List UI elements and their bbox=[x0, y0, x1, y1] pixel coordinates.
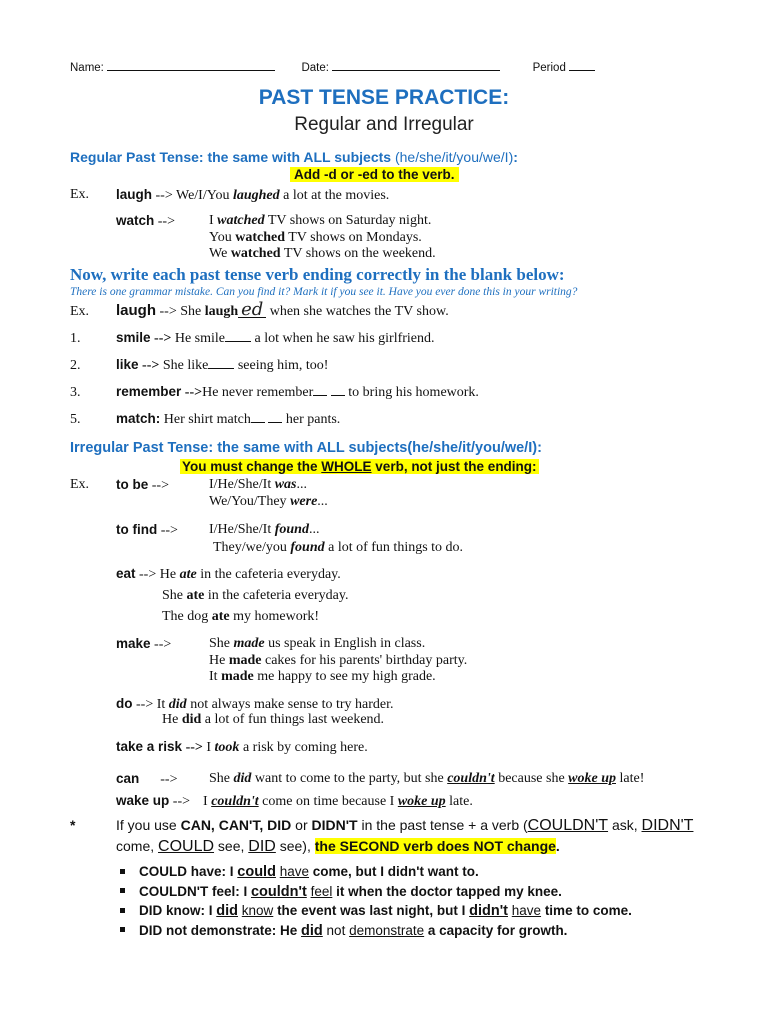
page-subtitle: Regular and Irregular bbox=[294, 114, 474, 135]
tobe-line-1 bbox=[209, 477, 307, 493]
date-label: Date: bbox=[301, 62, 329, 74]
do-1-verb: did bbox=[168, 697, 187, 712]
item-1-stem: He smile bbox=[174, 331, 225, 346]
item-3-rest: to bring his homework. bbox=[348, 385, 479, 400]
practice-example bbox=[116, 299, 449, 320]
laugh-word: laugh bbox=[116, 187, 152, 202]
regular-laugh-line bbox=[116, 187, 389, 204]
header-line bbox=[70, 62, 595, 74]
example-bullet-list bbox=[120, 862, 632, 940]
tobe-arrow: --> bbox=[151, 478, 169, 493]
name-field[interactable] bbox=[107, 70, 275, 71]
watch-2-subject: You bbox=[209, 230, 232, 245]
item-1-rest: a lot when he saw his girlfriend. bbox=[254, 331, 435, 346]
find-arrow: --> bbox=[160, 523, 178, 538]
watch-1-subject: I bbox=[209, 213, 214, 228]
find-line-2 bbox=[213, 540, 463, 556]
practice-item-5 bbox=[70, 411, 340, 428]
do-2-rest: a lot of fun things last weekend. bbox=[204, 712, 385, 727]
period-label: Period bbox=[532, 62, 566, 74]
wake-arrow: --> bbox=[172, 794, 191, 809]
note-h: DIDN'T bbox=[641, 817, 694, 834]
irregular-rule-whole: WHOLE bbox=[321, 459, 372, 474]
regular-heading-paren: (he/she/it/you/we/I) bbox=[394, 149, 514, 165]
eat-line-2 bbox=[162, 588, 348, 604]
watch-3-subject: We bbox=[209, 246, 228, 261]
eat-1-subject: He bbox=[159, 567, 177, 582]
make-label bbox=[116, 636, 171, 653]
can-line bbox=[209, 771, 644, 787]
note-o: . bbox=[555, 838, 560, 854]
watch-word: watch bbox=[116, 213, 155, 228]
item-3-stem: He never remember bbox=[202, 385, 314, 400]
irregular-rule-b: verb, not just the ending: bbox=[375, 459, 537, 474]
bullet-item-3 bbox=[120, 901, 632, 921]
bullet-item-1 bbox=[120, 862, 632, 882]
wake-verb: couldn't bbox=[211, 794, 259, 809]
b4-a: DID not demonstrate: He bbox=[139, 922, 298, 938]
risk-arrow: --> bbox=[185, 740, 203, 755]
find-2-rest: a lot of fun things to do. bbox=[328, 540, 464, 555]
can-mid2: because she bbox=[498, 771, 565, 786]
laugh-verb: laughed bbox=[232, 188, 280, 203]
item-1-arrow: --> bbox=[154, 331, 172, 346]
laugh-arrow: --> bbox=[155, 188, 173, 203]
can-rest: late! bbox=[619, 771, 645, 786]
b1-d: come, but I didn't want to. bbox=[312, 864, 479, 879]
note-g: ask, bbox=[611, 817, 638, 833]
make-word: make bbox=[116, 636, 151, 651]
practice-ex-label: Ex. bbox=[70, 304, 90, 319]
regular-heading bbox=[70, 149, 518, 165]
do-2-verb: did bbox=[181, 712, 202, 727]
item-2-stem: She like bbox=[162, 358, 209, 373]
do-line-1 bbox=[116, 696, 394, 713]
bullet-item-4 bbox=[120, 921, 632, 941]
eat-3-subject: The dog bbox=[162, 609, 209, 624]
b2-d: it when the doctor tapped my knee. bbox=[336, 883, 562, 899]
note-e: in the past tense + a verb ( bbox=[361, 817, 528, 833]
note-f: COULDN'T bbox=[527, 817, 609, 834]
example-stem: laugh bbox=[204, 304, 239, 319]
can-verb3: woke up bbox=[568, 771, 616, 786]
practice-note: There is one grammar mistake. Can you find it? Mark it if you see it. Have you ever done this in your writing? bbox=[70, 286, 578, 298]
watch-label bbox=[116, 213, 175, 230]
bullet-icon bbox=[120, 908, 125, 913]
make-3-verb: made bbox=[221, 669, 254, 684]
tobe-word: to be bbox=[116, 477, 149, 492]
b1-c: have bbox=[279, 864, 309, 879]
tobe-2-verb: were bbox=[290, 494, 318, 509]
b3-f: have bbox=[511, 903, 542, 918]
item-5-stem: Her shirt match bbox=[163, 412, 251, 427]
note-c: or bbox=[295, 817, 308, 833]
b3-a: DID know: I bbox=[139, 903, 213, 918]
find-label bbox=[116, 522, 178, 539]
make-line-3 bbox=[209, 669, 436, 685]
find-2-subject: They/we/you bbox=[213, 540, 287, 555]
tobe-1-subject: I/He/She/It bbox=[209, 477, 272, 492]
do-2-subject: He bbox=[162, 712, 179, 727]
eat-2-verb: ate bbox=[186, 588, 205, 603]
tobe-1-verb: was bbox=[274, 477, 297, 492]
name-label: Name: bbox=[70, 62, 104, 74]
bullet-item-2 bbox=[120, 882, 632, 902]
note-k: see, bbox=[217, 838, 245, 854]
b4-e: a capacity for growth. bbox=[427, 922, 568, 938]
example-rest: when she watches the TV show. bbox=[269, 304, 449, 319]
b4-c: not bbox=[326, 922, 346, 938]
make-1-rest: us speak in English in class. bbox=[268, 636, 426, 651]
tobe-label bbox=[116, 477, 169, 494]
note-n: the SECOND verb does NOT change bbox=[314, 838, 556, 854]
item-1-blank[interactable] bbox=[225, 341, 251, 342]
bullet-icon bbox=[120, 888, 125, 893]
regular-rule-text: Add -d or -ed to the verb. bbox=[290, 167, 459, 182]
find-1-rest: ... bbox=[308, 522, 320, 537]
note-rule bbox=[116, 815, 716, 857]
b3-e: didn't bbox=[469, 903, 508, 919]
wake-rest: late. bbox=[449, 794, 473, 809]
b4-b: did bbox=[301, 922, 323, 939]
wake-mid: come on time because I bbox=[262, 794, 395, 809]
regular-heading-bold: Regular Past Tense: the same with ALL subjects bbox=[70, 149, 392, 165]
bullet-icon bbox=[120, 927, 125, 932]
practice-item-2 bbox=[70, 357, 328, 374]
item-1-word: smile bbox=[116, 330, 151, 345]
item-2-blank[interactable] bbox=[208, 368, 234, 369]
can-label bbox=[116, 771, 178, 788]
practice-item-1 bbox=[70, 330, 435, 347]
irregular-rule bbox=[180, 459, 539, 474]
b3-c: know bbox=[241, 903, 274, 918]
b2-b: couldn't bbox=[250, 883, 307, 900]
b2-a: COULDN'T feel: I bbox=[139, 883, 248, 899]
do-1-rest: not always make sense to try harder. bbox=[190, 697, 394, 712]
item-2-word: like bbox=[116, 357, 139, 372]
can-verb2: couldn't bbox=[447, 771, 495, 786]
eat-2-subject: She bbox=[162, 588, 183, 603]
do-word: do bbox=[116, 696, 133, 711]
item-2-arrow: --> bbox=[142, 358, 160, 373]
example-answer: ed bbox=[238, 303, 266, 318]
bullet-icon bbox=[120, 869, 125, 874]
item-5-word: match: bbox=[116, 411, 161, 426]
eat-3-rest: my homework! bbox=[233, 609, 320, 624]
watch-line-3 bbox=[209, 246, 436, 262]
eat-1-verb: ate bbox=[179, 567, 197, 582]
eat-arrow: --> bbox=[139, 567, 157, 582]
b1-a: COULD have: I bbox=[139, 864, 234, 879]
make-2-verb: made bbox=[228, 653, 262, 668]
make-3-subject: It bbox=[209, 669, 218, 684]
item-3-blank-a[interactable] bbox=[313, 395, 327, 396]
irregular-rule-a: You must change the bbox=[182, 459, 318, 474]
note-star: * bbox=[70, 817, 76, 833]
watch-1-rest: TV shows on Saturday night. bbox=[267, 213, 432, 228]
item-5-number: 5. bbox=[70, 412, 81, 427]
item-3-number: 3. bbox=[70, 385, 81, 400]
tobe-2-rest: ... bbox=[317, 494, 328, 509]
laugh-subject: We/I/You bbox=[175, 188, 230, 203]
practice-heading: Now, write each past tense verb ending correctly in the blank below: bbox=[70, 265, 565, 284]
find-1-verb: found bbox=[274, 522, 309, 537]
date-field[interactable] bbox=[332, 70, 500, 71]
page-title: PAST TENSE PRACTICE: bbox=[258, 86, 510, 109]
risk-line bbox=[116, 739, 368, 756]
watch-3-rest: TV shows on the weekend. bbox=[283, 246, 436, 261]
find-line-1 bbox=[209, 522, 319, 538]
make-line-1 bbox=[209, 636, 425, 652]
watch-line-1 bbox=[209, 213, 431, 229]
tobe-2-subject: We/You/They bbox=[209, 494, 287, 509]
period-field[interactable] bbox=[569, 70, 595, 71]
b1-b: could bbox=[237, 864, 276, 880]
note-d: DIDN'T bbox=[311, 817, 358, 833]
risk-word: take a risk bbox=[116, 739, 183, 754]
item-2-rest: seeing him, too! bbox=[237, 358, 329, 373]
make-line-2 bbox=[209, 653, 467, 669]
eat-word: eat bbox=[116, 566, 136, 581]
can-word: can bbox=[116, 771, 140, 786]
item-3-word: remember bbox=[116, 384, 182, 399]
item-5-blank-a[interactable] bbox=[251, 422, 265, 423]
eat-3-verb: ate bbox=[211, 609, 230, 624]
watch-2-verb: watched bbox=[235, 230, 285, 245]
can-mid: want to come to the party, but she bbox=[254, 771, 444, 786]
example-subject: She bbox=[180, 304, 202, 319]
note-m: see), bbox=[279, 838, 311, 854]
do-1-subject: It bbox=[156, 697, 166, 712]
b2-c: feel bbox=[310, 883, 333, 899]
item-2-number: 2. bbox=[70, 358, 81, 373]
risk-verb: took bbox=[214, 740, 240, 755]
wake-verb2: woke up bbox=[397, 794, 446, 809]
b3-g: time to come. bbox=[544, 903, 632, 918]
eat-1-rest: in the cafeteria everyday. bbox=[200, 567, 341, 582]
make-3-rest: me happy to see my high grade. bbox=[257, 669, 436, 684]
can-verb: did bbox=[233, 771, 252, 786]
make-2-subject: He bbox=[209, 653, 226, 668]
example-arrow: --> bbox=[159, 304, 177, 319]
item-3-arrow: --> bbox=[184, 385, 203, 400]
risk-rest: a risk by coming here. bbox=[242, 740, 368, 755]
eat-2-rest: in the cafeteria everyday. bbox=[207, 588, 349, 603]
do-arrow: --> bbox=[136, 697, 154, 712]
item-1-number: 1. bbox=[70, 331, 81, 346]
watch-arrow: --> bbox=[157, 214, 175, 229]
item-3-blank-b[interactable] bbox=[331, 395, 345, 396]
item-5-blank-b[interactable] bbox=[268, 422, 282, 423]
tobe-1-rest: ... bbox=[296, 477, 308, 492]
make-1-subject: She bbox=[209, 636, 230, 651]
wake-word: wake up bbox=[116, 793, 170, 808]
tobe-line-2 bbox=[209, 494, 328, 510]
do-line-2 bbox=[162, 712, 384, 728]
note-l: DID bbox=[248, 838, 276, 855]
watch-2-rest: TV shows on Mondays. bbox=[288, 230, 422, 245]
watch-3-verb: watched bbox=[230, 246, 281, 261]
note-a: If you use bbox=[116, 817, 177, 833]
b3-b: did bbox=[216, 903, 239, 919]
find-2-verb: found bbox=[290, 540, 325, 555]
risk-subject: I bbox=[206, 740, 212, 755]
laugh-rest: a lot at the movies. bbox=[283, 188, 390, 203]
practice-item-3 bbox=[70, 384, 479, 401]
watch-1-verb: watched bbox=[217, 213, 265, 228]
make-2-rest: cakes for his parents' birthday party. bbox=[265, 653, 468, 668]
irregular-ex-label: Ex. bbox=[70, 477, 90, 492]
eat-line-3 bbox=[162, 609, 319, 625]
can-subject: She bbox=[209, 771, 230, 786]
eat-line-1 bbox=[116, 566, 341, 583]
find-word: to find bbox=[116, 522, 158, 537]
note-b: CAN, CAN'T, DID bbox=[180, 817, 292, 833]
make-1-verb: made bbox=[233, 636, 265, 651]
wake-line bbox=[116, 793, 473, 810]
regular-rule bbox=[290, 167, 459, 182]
b4-d: demonstrate bbox=[349, 922, 425, 938]
b3-d: the event was last night, but I bbox=[277, 903, 466, 918]
example-word: laugh bbox=[116, 302, 156, 319]
can-arrow: --> bbox=[160, 772, 178, 787]
make-arrow: --> bbox=[154, 637, 172, 652]
item-5-rest: her pants. bbox=[285, 412, 341, 427]
watch-line-2 bbox=[209, 230, 422, 246]
irregular-heading: Irregular Past Tense: the same with ALL subjects(he/she/it/you/we/I): bbox=[70, 440, 542, 456]
regular-heading-colon: : bbox=[513, 149, 518, 165]
find-1-subject: I/He/She/It bbox=[209, 522, 272, 537]
regular-ex-label: Ex. bbox=[70, 187, 90, 202]
note-i: come, bbox=[116, 838, 155, 854]
wake-subject: I bbox=[203, 794, 208, 809]
note-j: COULD bbox=[158, 838, 215, 855]
